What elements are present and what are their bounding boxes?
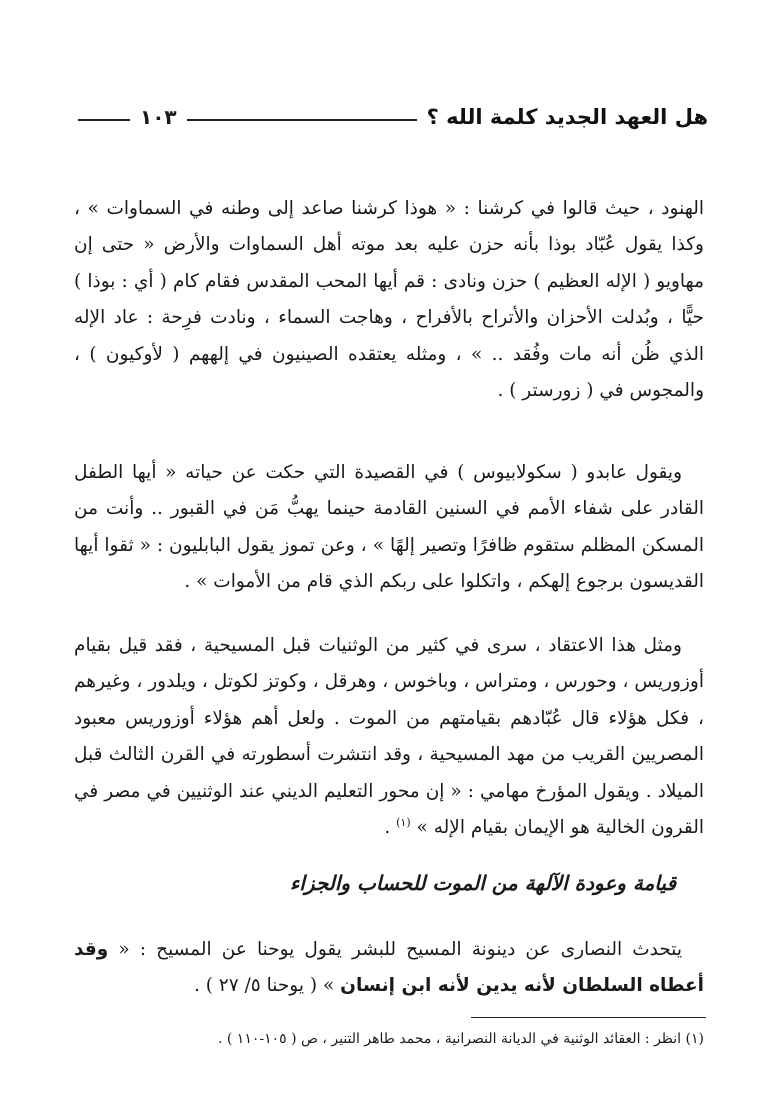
- paragraph-3-end: .: [384, 817, 397, 839]
- header-rule-end: [78, 119, 130, 121]
- section-heading: قيامة وعودة الآلهة من الموت للحساب والجزاء: [289, 871, 676, 895]
- running-header: [78, 100, 708, 134]
- header-title: هل العهد الجديد كلمة الله ؟: [426, 105, 708, 129]
- header-rule: [187, 119, 417, 121]
- paragraph-4-quote: وقد أعطاه السلطان لأنه يدين لأنه ابن إنسان: [74, 938, 704, 997]
- paragraph-3: [74, 628, 704, 848]
- footnote-rule: [471, 1017, 706, 1018]
- page-number: ١٠٣: [140, 105, 177, 129]
- footnote: (١) انظر : العقائد الوثنية في الديانة النصرانية ، محمد طاهر التنير ، ص ( ١٠٥-١١٠ ) .: [217, 1031, 704, 1047]
- paragraph-4: [74, 932, 704, 1005]
- paragraph-4-end: » ( يوحنا ٥/ ٢٧ ) .: [193, 975, 341, 997]
- footnote-mark: (١): [396, 816, 411, 830]
- paragraph-1: الهنود ، حيث قالوا في كرشنا : « هوذا كرشنا صاعد إلى وطنه في السماوات » ، وكذا يقول عُبّاد بوذا بأنه حزن عليه بعد موته أهل السماوات والأرض « حتى إن مهاويو ( الإله العظيم ) حزن ونادى : قم أيها المحب المقدس فقام كام ( أي : بوذا ) حيًّا ، وبُدلت الأحزان والأتراح بالأفراح ، وهاجت السماء ، ونادت فرِحة : عاد الإله الذي ظُن أنه مات وفُقد .. » ، ومثله يعتقده الصينيون في إلههم ( لأوكيون ) ، والمجوس في ( زورستر ) .: [74, 197, 704, 402]
- paragraph-4-start: يتحدث النصارى عن دينونة المسيح للبشر يقول يوحنا عن المسيح : «: [108, 938, 682, 960]
- paragraph-2: ويقول عابدو ( سكولابيوس ) في القصيدة التي حكت عن حياته « أيها الطفل القادر على شفاء الأمم في السنين القادمة حينما يهبُّ مَن في القبور .. وأنت من المسكن المظلم ستقوم ظافرًا وتصير إلهًا » ، وعن تموز يقول البابليون : « ثقوا أيها القديسون برجوع إلهكم ، واتكلوا على ربكم الذي قام من الأموات » .: [74, 461, 704, 593]
- paragraph-3-text: ومثل هذا الاعتقاد ، سرى في كثير من الوثنيات قبل المسيحية ، فقد قيل بقيام أوزوريس ، وحورس ، ومتراس ، وباخوس ، وهرقل ، وكوتز لكوتل ، ويلدور ، وغيرهم ، فكل هؤلاء قال عُبّادهم بقيامتهم من الموت . ولعل أهم هؤلاء أوزوريس معبود المصريين القريب من مهد المسيحية ، وقد انتشرت أسطورته في القرن الثالث قبل الميلاد . ويقول المؤرخ مهامي : « إن محور التعليم الديني عند الوثنيين في مصر في القرون الخالية هو الإيمان بقيام الإله »: [74, 634, 704, 839]
